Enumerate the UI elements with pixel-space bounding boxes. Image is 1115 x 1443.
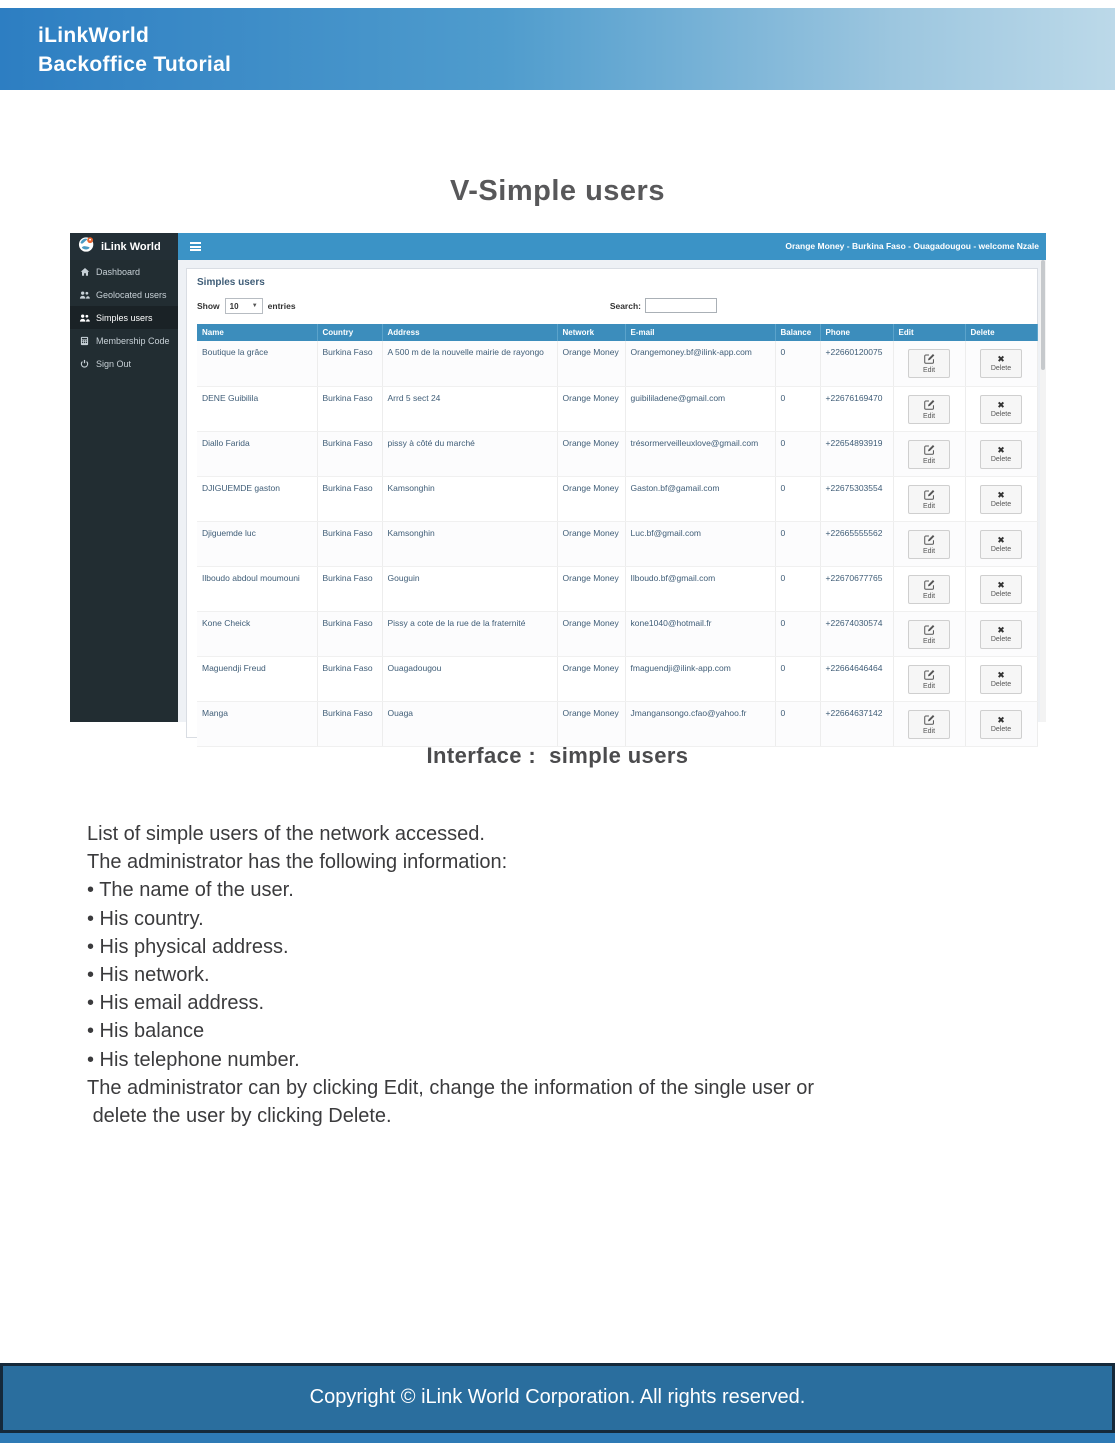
cell-phone: +22670677765: [820, 566, 893, 611]
users-icon: [79, 313, 90, 323]
cell-balance: 0: [775, 476, 820, 521]
table-row: [197, 431, 1037, 476]
entries-label: entries: [267, 301, 296, 311]
cell-edit: [893, 431, 965, 476]
cell-address: A 500 m de la nouvelle mairie de rayongo: [382, 341, 557, 386]
edit-button[interactable]: [908, 485, 950, 514]
edit-button-label: Edit: [922, 592, 936, 600]
edit-button-label: Edit: [922, 682, 936, 690]
app-content: [178, 260, 1046, 735]
cell-phone: +22660120075: [820, 341, 893, 386]
cell-balance: 0: [775, 656, 820, 701]
cell-network: Orange Money: [557, 701, 625, 746]
cell-edit: [893, 341, 965, 386]
delete-button-label: Delete: [990, 500, 1012, 508]
cell-country: Burkina Faso: [317, 566, 382, 611]
column-header-delete: Delete: [965, 324, 1037, 341]
cell-network: Orange Money: [557, 566, 625, 611]
cell-delete: [965, 611, 1037, 656]
cell-balance: 0: [775, 566, 820, 611]
search-label: Search:: [609, 300, 641, 311]
cell-name: Maguendji Freud: [197, 656, 317, 701]
cell-email: kone1040@hotmail.fr: [625, 611, 775, 656]
column-header-network: Network: [557, 324, 625, 341]
edit-button-label: Edit: [922, 367, 936, 374]
users-table-body: [197, 341, 1037, 746]
edit-icon: [924, 624, 935, 637]
delete-button-label: Delete: [990, 410, 1012, 418]
sidebar-item-membership-code[interactable]: [70, 329, 178, 352]
app-sidebar: [70, 260, 178, 722]
delete-x-icon: ✖: [997, 354, 1005, 364]
delete-button[interactable]: [980, 620, 1022, 649]
delete-x-icon: ✖: [997, 489, 1005, 500]
column-header-address: Address: [382, 324, 557, 341]
edit-button[interactable]: [908, 710, 950, 739]
document-footer: [0, 1363, 1115, 1433]
cell-edit: [893, 656, 965, 701]
users-table-header-row: [197, 324, 1037, 341]
cell-delete: [965, 386, 1037, 431]
delete-x-icon: ✖: [997, 579, 1005, 590]
delete-button[interactable]: [980, 710, 1022, 739]
vertical-scrollbar[interactable]: [1040, 260, 1046, 722]
cell-country: Burkina Faso: [317, 611, 382, 656]
paragraph-line: delete the user by clicking Delete.: [87, 1105, 392, 1128]
cell-phone: +22664637142: [820, 701, 893, 746]
edit-icon: [924, 353, 935, 366]
page-size-value: 10: [229, 301, 239, 311]
cell-phone: +22676169470: [820, 386, 893, 431]
cell-country: Burkina Faso: [317, 476, 382, 521]
cell-delete: [965, 476, 1037, 521]
cell-email: Orangemoney.bf@ilink-app.com: [625, 341, 775, 386]
edit-button[interactable]: [908, 440, 950, 469]
edit-button[interactable]: [908, 530, 950, 559]
cell-network: Orange Money: [557, 476, 625, 521]
cell-phone: +22654893919: [820, 431, 893, 476]
delete-button[interactable]: [980, 395, 1022, 424]
sidebar-item-label: Sign Out: [96, 358, 132, 369]
sidebar-item-dashboard[interactable]: [70, 260, 178, 283]
cell-email: Jmangansongo.cfao@yahoo.fr: [625, 701, 775, 746]
cell-delete: [965, 701, 1037, 746]
cell-phone: +22664646464: [820, 656, 893, 701]
sidebar-item-label: Simples users: [96, 312, 153, 323]
paragraph-line: The administrator has the following information:: [87, 851, 508, 874]
edit-icon: [924, 579, 935, 592]
column-header-e-mail: E-mail: [625, 324, 775, 341]
delete-button[interactable]: [980, 530, 1022, 559]
simple-users-panel: [186, 268, 1038, 738]
cell-phone: +22665555562: [820, 521, 893, 566]
delete-x-icon: ✖: [997, 714, 1005, 725]
cell-delete: [965, 431, 1037, 476]
cell-network: Orange Money: [557, 341, 625, 386]
cell-name: Djiguemde luc: [197, 521, 317, 566]
cell-country: Burkina Faso: [317, 341, 382, 386]
cell-name: Boutique la grâce: [197, 341, 317, 386]
edit-button-label: Edit: [922, 727, 936, 735]
search-input[interactable]: [645, 298, 717, 313]
cell-edit: [893, 476, 965, 521]
delete-button[interactable]: [980, 575, 1022, 604]
cell-address: Arrd 5 sect 24: [382, 386, 557, 431]
column-header-name: Name: [197, 324, 317, 341]
cell-balance: 0: [775, 521, 820, 566]
cell-address: Kamsonghin: [382, 476, 557, 521]
sidebar-item-sign-out[interactable]: [70, 352, 178, 375]
chevron-down-icon: ▼: [251, 303, 258, 309]
edit-icon: [924, 444, 935, 457]
paragraph-line: • His country.: [87, 907, 204, 930]
section-title: V-Simple users: [450, 175, 665, 207]
edit-button[interactable]: [908, 575, 950, 604]
column-header-country: Country: [317, 324, 382, 341]
cell-edit: [893, 611, 965, 656]
table-row: [197, 386, 1037, 431]
cell-balance: 0: [775, 611, 820, 656]
app-screenshot: [70, 233, 1046, 735]
paragraph-line: • His balance: [87, 1020, 205, 1043]
paragraph-line: List of simple users of the network accessed.: [87, 823, 485, 845]
app-navbar: [178, 233, 1046, 260]
paragraph-line: • His telephone number.: [87, 1048, 300, 1071]
cell-phone: +22674030574: [820, 611, 893, 656]
home-icon: [79, 267, 90, 277]
cell-balance: 0: [775, 386, 820, 431]
table-row: [197, 476, 1037, 521]
cell-email: Ilboudo.bf@gmail.com: [625, 566, 775, 611]
cell-address: pissy à côté du marché: [382, 431, 557, 476]
copyright-text: Copyright © iLink World Corporation. All rights reserved.: [309, 1386, 806, 1408]
cell-address: Ouaga: [382, 701, 557, 746]
users-table: [197, 324, 1038, 747]
app-brand[interactable]: [70, 233, 178, 260]
cell-network: Orange Money: [557, 656, 625, 701]
edit-button[interactable]: [908, 665, 950, 694]
navbar-user-info: Orange Money - Burkina Faso - Ouagadougou - welcome Nzale: [785, 241, 1039, 251]
app-brand-label: iLink World: [101, 240, 161, 253]
cell-edit: [893, 386, 965, 431]
cell-network: Orange Money: [557, 431, 625, 476]
table-row: [197, 611, 1037, 656]
cell-edit: [893, 521, 965, 566]
cell-balance: 0: [775, 701, 820, 746]
cell-email: fmaguendji@ilink-app.com: [625, 656, 775, 701]
cell-address: Gouguin: [382, 566, 557, 611]
calculator-icon: [79, 336, 90, 346]
edit-icon: [924, 399, 935, 412]
brand-title: iLinkWorld: [38, 24, 150, 47]
delete-button-label: Delete: [990, 545, 1012, 553]
delete-x-icon: ✖: [997, 534, 1005, 545]
cell-network: Orange Money: [557, 386, 625, 431]
delete-button[interactable]: [980, 440, 1022, 469]
delete-button-label: Delete: [990, 365, 1012, 372]
table-controls: [197, 298, 1027, 320]
table-row: [197, 701, 1037, 746]
hamburger-icon[interactable]: [190, 242, 201, 251]
cell-country: Burkina Faso: [317, 431, 382, 476]
cell-country: Burkina Faso: [317, 521, 382, 566]
edit-button-label: Edit: [922, 412, 936, 420]
paragraph-line: • His email address.: [87, 992, 265, 1015]
delete-button-label: Delete: [990, 635, 1012, 643]
paragraph-line: • The name of the user.: [87, 879, 294, 902]
paragraph-line: • His physical address.: [87, 935, 289, 958]
sidebar-item-label: Dashboard: [96, 266, 141, 277]
edit-button-label: Edit: [922, 502, 936, 510]
cell-delete: [965, 566, 1037, 611]
delete-button[interactable]: [980, 349, 1022, 378]
edit-icon: [924, 534, 935, 547]
delete-x-icon: ✖: [997, 444, 1005, 455]
edit-button[interactable]: [908, 620, 950, 649]
cell-balance: 0: [775, 431, 820, 476]
cell-country: Burkina Faso: [317, 656, 382, 701]
cell-address: Ouagadougou: [382, 656, 557, 701]
delete-button[interactable]: [980, 665, 1022, 694]
column-header-phone: Phone: [820, 324, 893, 341]
edit-button-label: Edit: [922, 547, 936, 555]
cell-country: Burkina Faso: [317, 701, 382, 746]
edit-icon: [924, 489, 935, 502]
sidebar-item-label: Membership Code: [96, 335, 170, 346]
panel-title: Simples users: [197, 277, 265, 288]
sidebar-item-geolocated-users[interactable]: [70, 283, 178, 306]
paragraph-line: • His network.: [87, 964, 210, 987]
table-row: [197, 341, 1037, 386]
cell-email: guibililadene@gmail.com: [625, 386, 775, 431]
cell-edit: [893, 566, 965, 611]
cell-name: DJIGUEMDE gaston: [197, 476, 317, 521]
column-header-balance: Balance: [775, 324, 820, 341]
column-header-edit: Edit: [893, 324, 965, 341]
bottom-accent-strip: [0, 1433, 1115, 1443]
users-icon: [79, 290, 90, 300]
edit-button[interactable]: [908, 395, 950, 424]
delete-button-label: Delete: [990, 680, 1012, 688]
table-row: [197, 656, 1037, 701]
cell-delete: [965, 521, 1037, 566]
edit-button-label: Edit: [922, 637, 936, 645]
edit-icon: [924, 669, 935, 682]
cell-network: Orange Money: [557, 611, 625, 656]
edit-icon: [924, 714, 935, 727]
cell-email: Luc.bf@gmail.com: [625, 521, 775, 566]
scrollbar-thumb[interactable]: [1041, 260, 1045, 370]
table-row: [197, 566, 1037, 611]
sidebar-item-simples-users[interactable]: [70, 306, 178, 329]
cell-address: Pissy a cote de la rue de la fraternité: [382, 611, 557, 656]
cell-email: trésormerveilleuxlove@gmail.com: [625, 431, 775, 476]
edit-button[interactable]: [908, 349, 950, 378]
globe-pin-icon: [78, 236, 95, 258]
delete-x-icon: ✖: [997, 624, 1005, 635]
cell-name: Diallo Farida: [197, 431, 317, 476]
power-icon: [79, 359, 90, 369]
delete-button-label: Delete: [990, 725, 1012, 733]
document-subtitle: Backoffice Tutorial: [38, 53, 232, 76]
show-label: Show: [197, 301, 220, 311]
page-size-select[interactable]: [225, 298, 263, 314]
cell-edit: [893, 701, 965, 746]
delete-button-label: Delete: [990, 590, 1012, 598]
body-text: [87, 820, 1037, 1130]
cell-email: Gaston.bf@gamail.com: [625, 476, 775, 521]
delete-x-icon: ✖: [997, 669, 1005, 680]
edit-button-label: Edit: [922, 457, 936, 465]
figure-caption: Interface : simple users: [426, 743, 689, 768]
cell-name: Ilboudo abdoul moumouni: [197, 566, 317, 611]
cell-name: DENE Guibilila: [197, 386, 317, 431]
cell-delete: [965, 341, 1037, 386]
table-row: [197, 521, 1037, 566]
cell-phone: +22675303554: [820, 476, 893, 521]
delete-button[interactable]: [980, 485, 1022, 514]
cell-name: Manga: [197, 701, 317, 746]
sidebar-item-label: Geolocated users: [96, 289, 167, 300]
document-header-band: [0, 8, 1115, 90]
paragraph-line: The administrator can by clicking Edit, change the information of the single user or: [87, 1076, 815, 1099]
cell-name: Kone Cheick: [197, 611, 317, 656]
cell-balance: 0: [775, 341, 820, 386]
cell-country: Burkina Faso: [317, 386, 382, 431]
delete-x-icon: ✖: [997, 399, 1005, 410]
delete-button-label: Delete: [990, 455, 1012, 463]
cell-delete: [965, 656, 1037, 701]
cell-address: Kamsonghin: [382, 521, 557, 566]
cell-network: Orange Money: [557, 521, 625, 566]
